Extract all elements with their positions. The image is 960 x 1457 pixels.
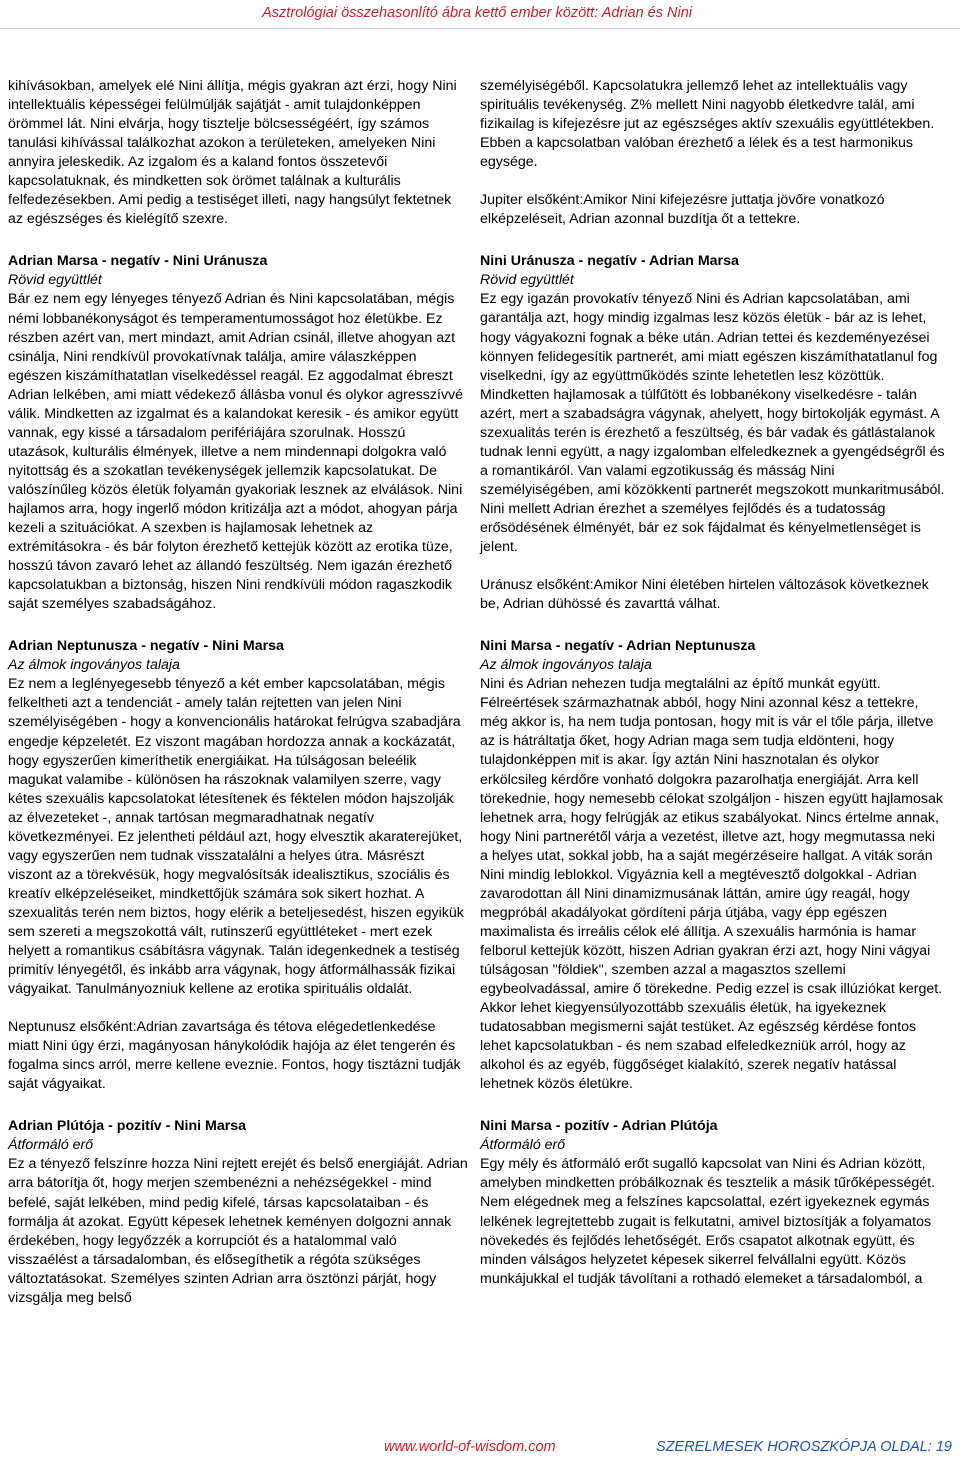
section-heading: Adrian Neptunusza - negatív - Nini Marsa [8, 638, 284, 655]
footer-url-link[interactable]: www.world-of-wisdom.com [384, 1439, 556, 1455]
section-adrian-neptune-nini-mars [8, 637, 470, 1094]
section-heading: Adrian Marsa - negatív - Nini Uránusza [8, 253, 268, 270]
right-intro-paragraph: személyiségéből. Kapcsolatukra jellemző lehet az intellektuális vagy spirituális tevékenység. Z% mellett Nini nagyobb életkedvre talál, ami fizikailag is kifejezésre jut az egészséges aktív szexuális együttlétekben. Ebben a kapcsolatban valóban érezhető a lélek és a test harmonikus egysége. [480, 78, 935, 171]
section-subtitle: Rövid együttlét [480, 272, 574, 289]
section-subtitle: Az álmok ingoványos talaja [480, 657, 652, 674]
page-header [0, 0, 960, 29]
section-subtitle: Rövid együttlét [8, 272, 102, 289]
section-adrian-mars-nini-uranus [8, 252, 470, 614]
section-body: Bár ez nem egy lényeges tényező Adrian és Nini kapcsolatában, mégis némi lobbanékonyságot és temperamentumosságot hoz életükbe. Ez részben azért van, mert mindazt, amit Adrian csinál, illetve ahogyan azt csinálja, Nini rendkívül provokatívnak találja, amire válaszképpen egészen kiszámíthatatlan viselkedéssel reagál. Ez aggodalmat ébreszt Adrian lelkében, ami miatt védekező állásba vonul és olykor agresszívvé válik. Mindketten az izgalmat és a kalandokat keresik - és amikor együtt vannak, egy kissé a társadalom perifériájára szorulnak. Hosszú utazások, kulturális élmények, illetve a nem mindennapi dolgokra való nyitottság és a szokatlan tevékenységek jellemzik kapcsolatukat. De valószínűleg közös életük folyamán gyakoriak lesznek az elválások. Nini hajlamos arra, hogy ingerlő módon kritizálja azt a módot, ahogyan párja kezeli a szituációkat. A szexben is hajlamosak lehetnek az extrémitásokra - és bár folyton érezhető kettejük között az erotika tüze, hosszú távon zavaró lehet az állandó feszültség. Nem igazán érezhető kapcsolatukban a biztonság, hiszen Nini rendkívüli módon ragaszkodik saját személyes szabadságához. [8, 291, 464, 613]
section-note: Uránusz elsőként:Amikor Nini életében hirtelen változások következnek be, Adrian dühössé és zavarttá válhat. [480, 577, 929, 613]
right-column [480, 77, 945, 1289]
section-heading: Nini Marsa - pozitív - Adrian Plútója [480, 1118, 718, 1135]
section-subtitle: Átformáló erő [480, 1137, 566, 1154]
section-heading: Nini Marsa - negatív - Adrian Neptunusza [480, 638, 756, 655]
section-body: Ez nem a leglényegesebb tényező a két ember kapcsolatában, mégis felkeltheti azt a tendenciát - amely talán rejtetten van jelen Nini személyiségében - hogy a konvencionális határokat felrúgva szabadjára engedje képzeletét. Ez viszont magában hordozza annak a kockázatát, hogy egyszerűen kimeríthetik energiáikat. Ha túlságosan beleélik magukat valamibe - különösen ha rászoknak valamilyen szerre, vagy kétes szexuális kapcsolatokat létesítenek és féktelen módon hajszolják az élvezeteket -, annak tartósan megmaradhatnak negatív következményei. Ez jelentheti például azt, hogy elvesztik akaraterejüket, vagy egyszerűen nem tudnak visszatalálni a helyes útra. Másrészt viszont az a törekvésük, hogy megvalósítsák idealisztikus, szociális és kreatív elképzeléseiket, mindkettőjük számára sok sikert hozhat. A szexualitás terén nem biztos, hogy elérik a beteljesedést, hiszen egyikük sem szereti a megszokottá vált, rutinszerű együttléteket - mert ezek helyett a romantikus csábításra vágynak. Talán idegenkednek a testiség primitív lényegétől, és inkább arra vágynak, hogy átformálhassák fizikai vágyaikat. Tanulmányozniuk kellene az erotika spirituális oldalát. [8, 676, 464, 998]
header-title: Asztrológiai összehasonlító ábra kettő ember között: Adrian és Nini [262, 5, 692, 21]
section-nini-mars-adrian-pluto [480, 1117, 945, 1288]
section-subtitle: Az álmok ingoványos talaja [8, 657, 180, 674]
section-body: Egy mély és átformáló erőt sugalló kapcsolat van Nini és Adrian között, amelyben mindketten próbálkoznak és tesztelik a másik tűrőképességét. Nem elégednek meg a felszínes kapcsolattal, ezért igyekeznek egymás lelkének legrejtettebb zugait is felkutatni, amivel biztosítják a folyamatos növekedés és fejlődés lehetőségét. Erős csapatot alkotnak együtt, és minden válságos helyzetet képesek sikerrel felvállalni együtt. Közös munkájukkal el tudják távolítani a rothadó elemeket a társadalomból, a [480, 1156, 936, 1287]
section-heading: Adrian Plútója - pozitív - Nini Marsa [8, 1118, 247, 1135]
section-nini-mars-adrian-neptune [480, 637, 945, 1094]
section-body: Nini és Adrian nehezen tudja megtalálni az építő munkát együtt. Félreértések származhatnak abból, hogy Nini azonnal kész a tettekre, még akkor is, ha nem tudja pontosan, hogy mit is vár el tőle párja, illetve az is hátráltatja őket, hogy Adrian maga sem tudja eldönteni, hogy tulajdonképpen mit is akar. Így aztán Nini hasznotalan és olykor erkölcsileg kérdőre vonható dolgokra pazarolhatja energiáját. Arra kell törekednie, hogy nemesebb célokat szolgáljon - hiszen együtt hajlamosak lehetnek arra, hogy felrúgják az etikus szabályokat. Nincs értelme annak, hogy Nini partnerétől várja a vezetést, illetve azt, hogy megmutassa neki a helyes utat, sokkal jobb, ha a saját megérzéseire hallgat. A viták során Nini mindig leblokkol. Vigyáznia kell a megtévesztő dolgokkal - Adrian zavarodottan áll Nini dinamizmusának láttán, amire úgy reagál, hogy megpróbál akadályokat gördíteni párja útjába, vagy épp egészen maximalista és irreális célok elé állítja. A szexuális harmónia is hamar felborul kettejük között, hiszen Adrian gyakran érzi azt, hogy Nini vágyai túlságosan "földiek", szemben azzal a magasztos szellemi egybeolvadással, amire ő törekedne. Pedig ezzel is csak illúziókat kerget. Akkor lehet kiegyensúlyozottább szexuális életük, ha igyekeznek tudatosabban megismerni saját testüket. Az egészség kérdése fontos lehet kapcsolatukban - és nem szabad elfeledkezniük arról, hogy az alkohol és az egyéb, függőséget kialakító, szerek negatív hatással lehetnek közös életükre. [480, 676, 943, 1093]
section-body: Ez a tényező felszínre hozza Nini rejtett erejét és belső energiáját. Adrian arra bátorítja őt, hogy merjen szembenézni a nehézségekkel - mind befelé, saját lelkében, mind pedig kifelé, társas kapcsolataiban - és formálja át azokat. Együtt képesek lehetnek keményen dolgozni annak érdekében, hogy legyőzzék a korrupciót és a hatalommal való visszaélést a társadalomban, és elősegíthetik a régóta szükséges változtatásokat. Személyes szinten Adrian arra ösztönzi párját, hogy vizsgálja meg belső [8, 1156, 468, 1306]
left-intro-paragraph: kihívásokban, amelyek elé Nini állítja, mégis gyakran azt érzi, hogy Nini intellektuális képességei felülmúlják sajátját - amit tulajdonképpen örömmel lát. Nini elvárja, hogy tisztelje bölcsességéért, így számos tanulási kihívással találkozhat azokon a területeken, amelyeken Nini annyira jeleskedik. Az izgalom és a kaland fontos összetevői kapcsolatuknak, és mindketten sok örömet találnak a kulturális felfedezésekben. Ami pedig a testiséget illeti, nagy hangsúlyt fektetnek az egészséges és kielégítő szexre. [8, 78, 457, 228]
footer-page-label: SZERELMESEK HOROSZKÓPJA OLDAL: 19 [656, 1439, 952, 1455]
left-column [8, 77, 470, 1308]
section-subtitle: Átformáló erő [8, 1137, 94, 1154]
section-adrian-pluto-nini-mars [8, 1117, 470, 1307]
section-heading: Nini Uránusza - negatív - Adrian Marsa [480, 253, 739, 270]
section-nini-uranus-adrian-mars [480, 252, 945, 614]
right-intro-note: Jupiter elsőként:Amikor Nini kifejezésre juttatja jövőre vonatkozó elképzeléseit, Adrian azonnal buzdítja őt a tettekre. [480, 192, 885, 228]
section-note: Neptunusz elsőként:Adrian zavartsága és tétova elégedetlenkedése miatt Nini úgy érzi, magányosan hánykolódik hajója az élet tengerén és fogalma sincs arról, merre kellene eveznie. Fontos, hogy tisztázni tudják saját vágyaikat. [8, 1019, 461, 1093]
section-body: Ez egy igazán provokatív tényező Nini és Adrian kapcsolatában, ami garantálja azt, hogy mindig izgalmas lesz közös életük - bár az is lehet, hogy vágyakozni fognak a béke után. Adrian tettei és kezdeményezései könnyen felidegesítik partnerét, ami miatt egészen kiszámíthatatlanul fog viselkedni, így az együttműködés szinte lehetetlen lesz közöttük. Mindketten hajlamosak a túlfűtött és lobbanékony viselkedésre - talán azért, mert a szabadságra vágynak, ahelyett, hogy birtokolják egymást. A szexualitás terén is érezhető a feszültség, és bár vadak és gátlástalanok tudnak lenni együtt, a nagy izgalomban elfeledkeznek a gyengédségről és a romantikáról. Van valami egzotikusság és másság Nini személyiségében, ami közökkenti partnerét megszokott munkaritmusából. Nini mellett Adrian érezhet a személyes fejlődés és a tudatosság erősödésének élményét, bár ez sok fájdalmat és kényelmetlenséget is jelent. [480, 291, 945, 556]
